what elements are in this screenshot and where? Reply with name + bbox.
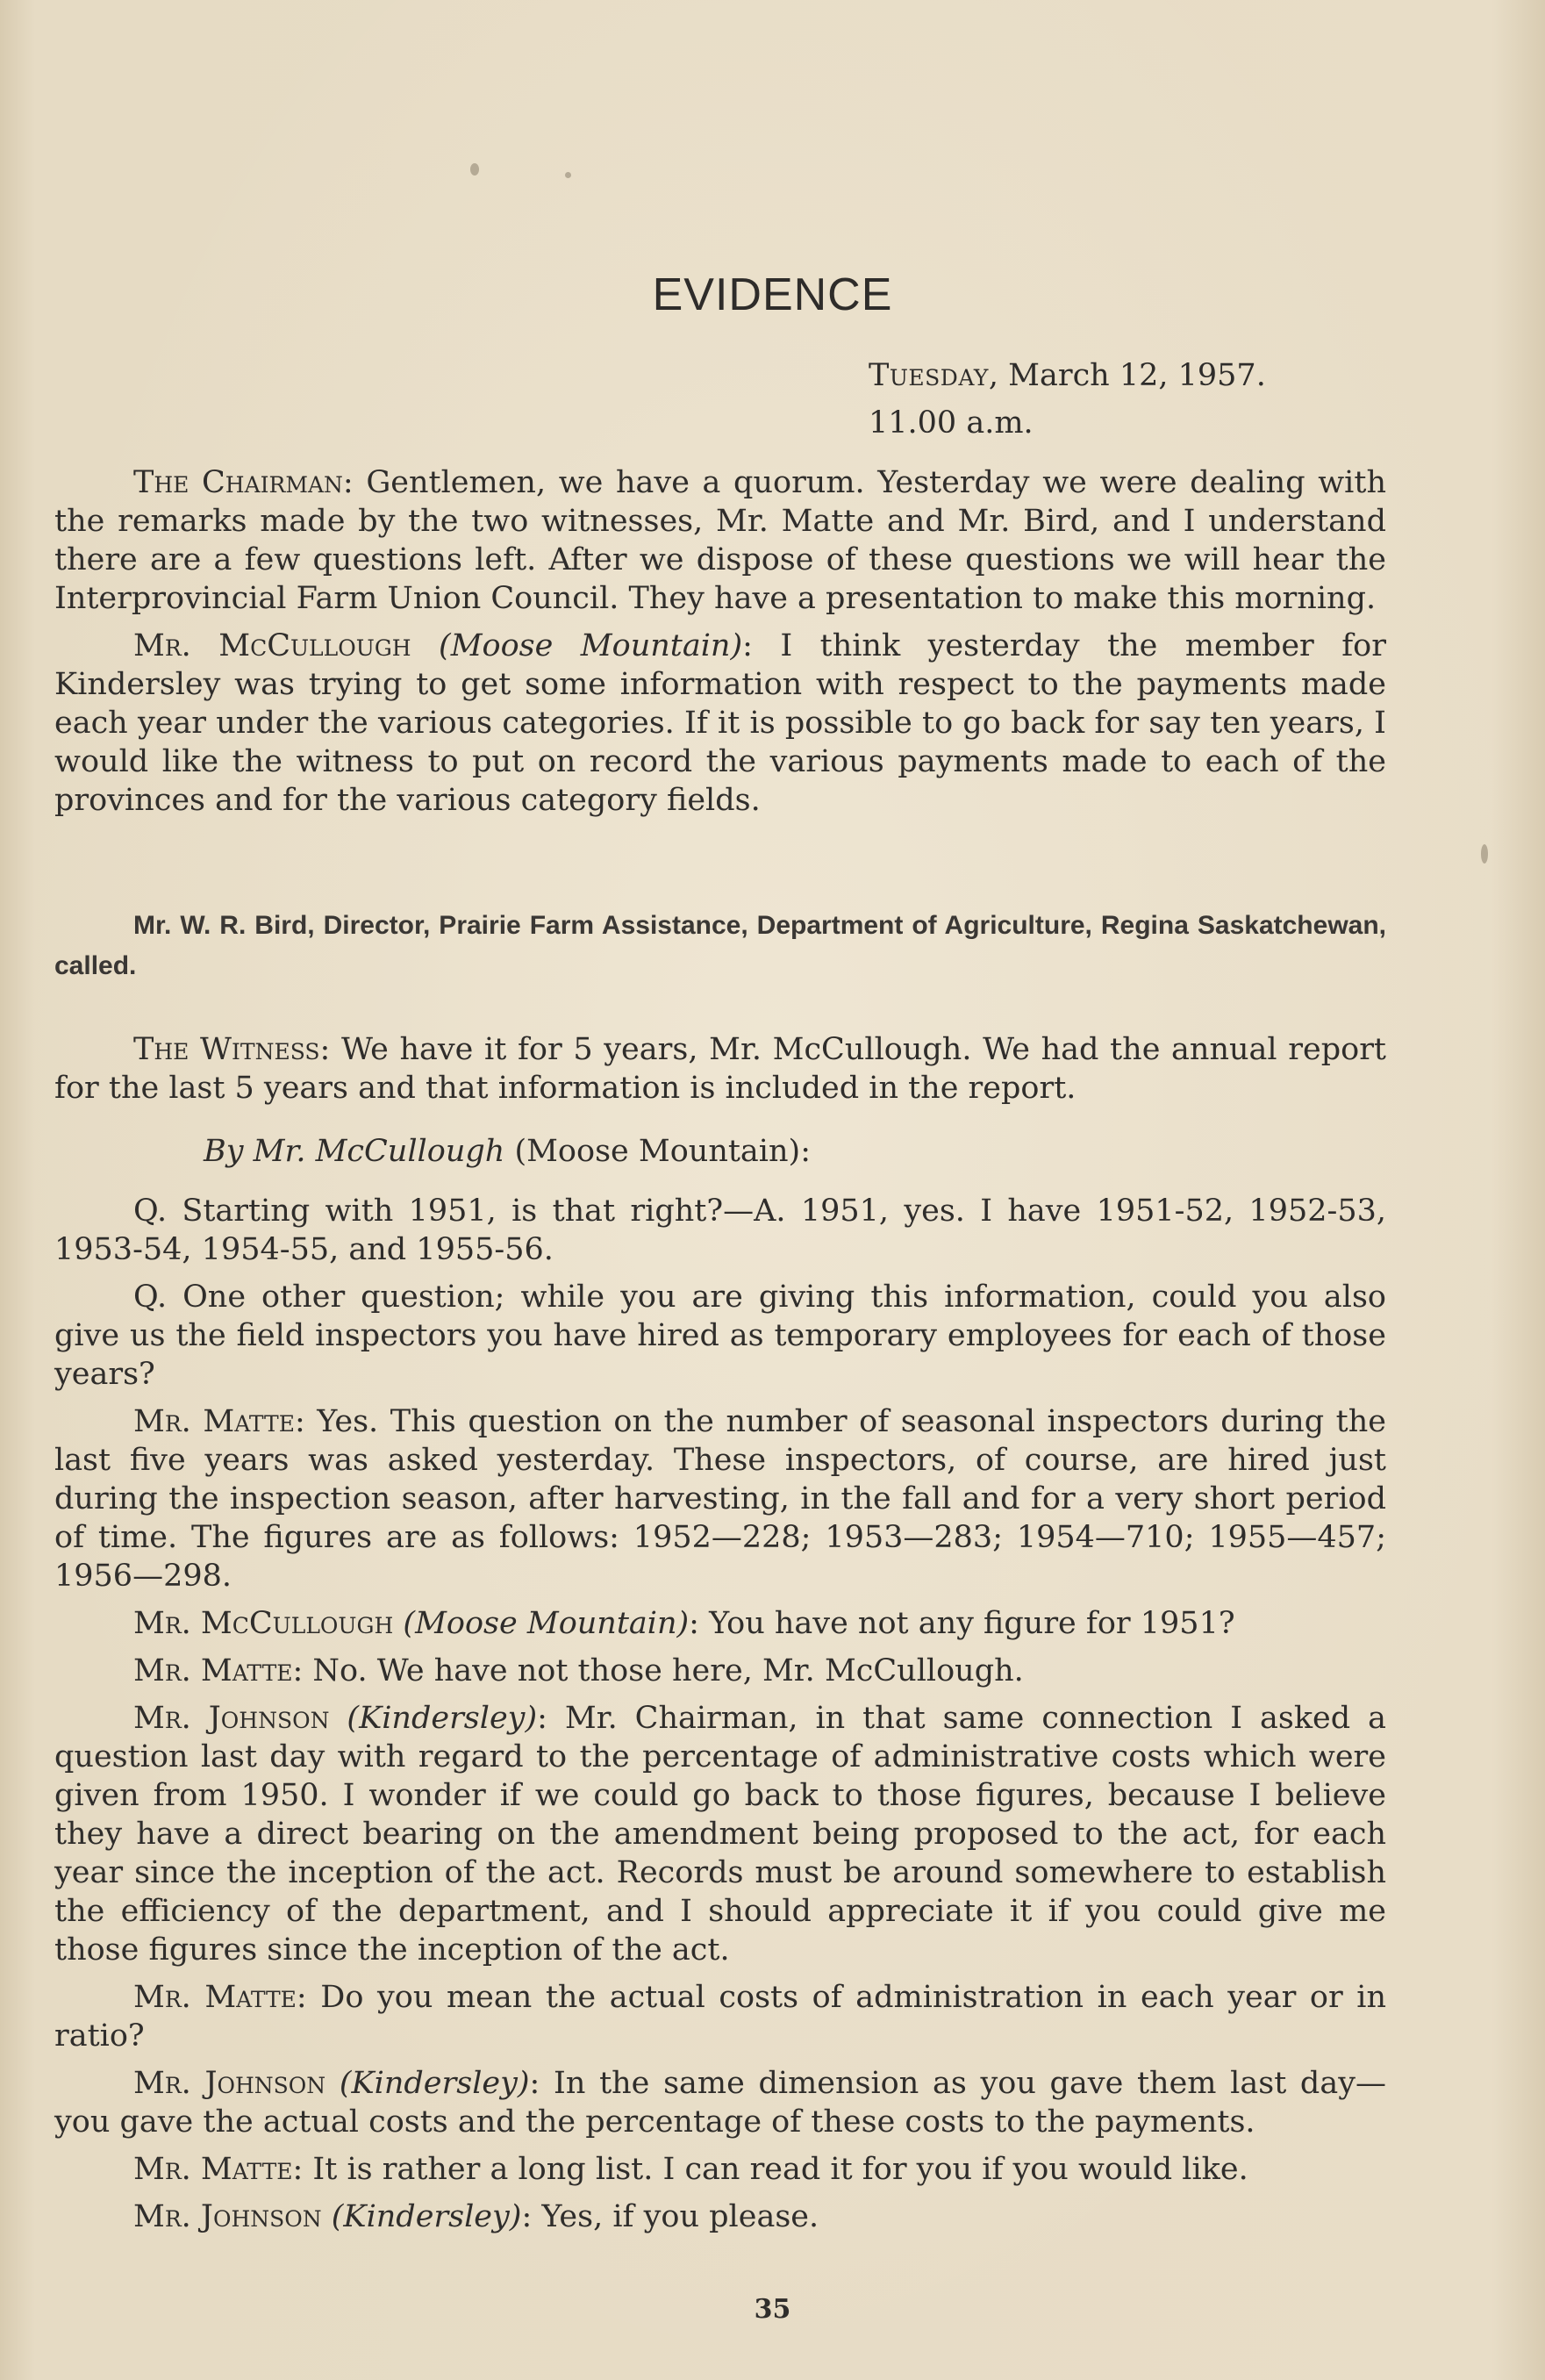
paragraph	[54, 1192, 1386, 1269]
text-block-1	[54, 463, 1386, 820]
dateline-date	[869, 358, 1266, 393]
paragraph-text: It is rather a long list. I can read it for you if you would like.	[303, 2152, 1248, 2187]
paragraph-text: Do you mean the actual costs of administration in each year or in ratio?	[54, 1980, 1386, 2054]
speaker-riding: (Moose Mountain)	[403, 1606, 690, 1641]
paragraph	[54, 627, 1386, 820]
speaker-name: Mr. Matte:	[133, 2152, 304, 2187]
paper-speck	[470, 163, 479, 176]
dateline-day: Tuesday	[869, 358, 989, 393]
paragraph	[54, 463, 1386, 618]
paragraph-text: We have it for 5 years, Mr. McCullough. We had the annual report for the last 5 years and that information is included in the report.	[54, 1032, 1386, 1106]
speaker-riding: (Moose Mountain)	[439, 628, 743, 663]
paragraph-text: No. We have not those here, Mr. McCullough.	[303, 1653, 1024, 1688]
speaker-name: Mr. Matte:	[133, 1404, 305, 1439]
paragraph	[54, 1652, 1386, 1690]
speaker-riding: (Kindersley)	[339, 2066, 530, 2101]
paragraph	[54, 2197, 1386, 2236]
paragraph	[54, 1402, 1386, 1595]
paragraph-text: : Mr. Chairman, in that same connection I asked a question last day with regard to the percentage of administrative costs which were given from 1950. I wonder if we could go back to those figures, because I believe they have a direct bearing on the amendment being proposed to the act, for each year since the inception of the act. Records must be around somewhere to establish the efficiency of the department, and I should appreciate it if you could give me those figures since the inception of the act.	[54, 1701, 1386, 1968]
speaker-name: Mr. Johnson	[133, 2066, 326, 2101]
paragraph	[54, 2064, 1386, 2141]
speaker-name: The Chairman:	[133, 465, 354, 500]
paragraph-text: : In the same dimension as you gave them last day—you gave the actual costs and the percentage of these costs to the payments.	[54, 2066, 1386, 2140]
speaker-name: Mr. Johnson	[133, 1701, 330, 1736]
paragraph	[54, 1604, 1386, 1643]
witness-statement	[54, 1030, 1386, 1108]
paragraph-text: Q. One other question; while you are giving this information, could you also give us the field inspectors you have hired as temporary employees for each of those years?	[54, 1280, 1386, 1392]
dateline-time: 11.00 a.m.	[869, 405, 1034, 441]
paragraph	[54, 1030, 1386, 1108]
examiner-name: By Mr. McCullough	[204, 1134, 505, 1169]
examiner-riding: (Moose Mountain):	[504, 1134, 811, 1169]
paragraph-text: : I think yesterday the member for Kindersley was trying to get some information with respect to the payments made each year under the various categories. If it is possible to go back for say ten years, I would like the witness to put on record the various payments made to each of the provinces and for the various category fields.	[54, 628, 1386, 818]
paper-speck	[1481, 844, 1488, 864]
paragraph	[54, 1978, 1386, 2055]
paragraph	[54, 1699, 1386, 1969]
speaker-riding: (Kindersley)	[331, 2199, 522, 2234]
speaker-riding: (Kindersley)	[347, 1701, 538, 1736]
paragraph-text: : Yes, if you please.	[521, 2199, 819, 2234]
speaker-name: Mr. McCullough	[133, 628, 411, 663]
paragraph	[54, 1278, 1386, 1394]
speaker-name: The Witness:	[133, 1032, 331, 1067]
page-number: 35	[754, 2294, 791, 2325]
paper-speck	[565, 172, 571, 178]
speaker-name: Mr. Johnson	[133, 2199, 322, 2234]
speaker-name: Mr. Matte:	[133, 1653, 304, 1688]
paragraph	[54, 2150, 1386, 2189]
paragraph-text: Q. Starting with 1951, is that right?—A. 1951, yes. I have 1951-52, 1952-53, 1953-54, 1954-55, and 1955-56.	[54, 1194, 1386, 1267]
speaker-name: Mr. Matte:	[133, 1980, 307, 2015]
examination-by-line	[204, 1134, 811, 1169]
paragraph-text: : You have not any figure for 1951?	[689, 1606, 1235, 1641]
page-heading: EVIDENCE	[652, 269, 893, 320]
witness-called-line: Mr. W. R. Bird, Director, Prairie Farm Assistance, Department of Agriculture, Regina Saskatchewan, called.	[54, 911, 1386, 980]
speaker-name: Mr. McCullough	[133, 1606, 394, 1641]
paragraph-text: Gentlemen, we have a quorum. Yesterday we were dealing with the remarks made by the two witnesses, Mr. Matte and Mr. Bird, and I understand there are a few questions left. After we dispose of these questions we will hear the Interprovincial Farm Union Council. They have a presentation to make this morning.	[54, 465, 1386, 616]
text-block-2	[54, 1192, 1386, 2236]
paragraph-text: Yes. This question on the number of seasonal inspectors during the last five years was asked yesterday. These inspectors, of course, are hired just during the inspection season, after harvesting, in the fall and for a very short period of time. The figures are as follows: 1952—228; 1953—283; 1954—710; 1955—457; 1956—298.	[54, 1404, 1386, 1594]
dateline-date-text: , March 12, 1957.	[988, 358, 1266, 393]
